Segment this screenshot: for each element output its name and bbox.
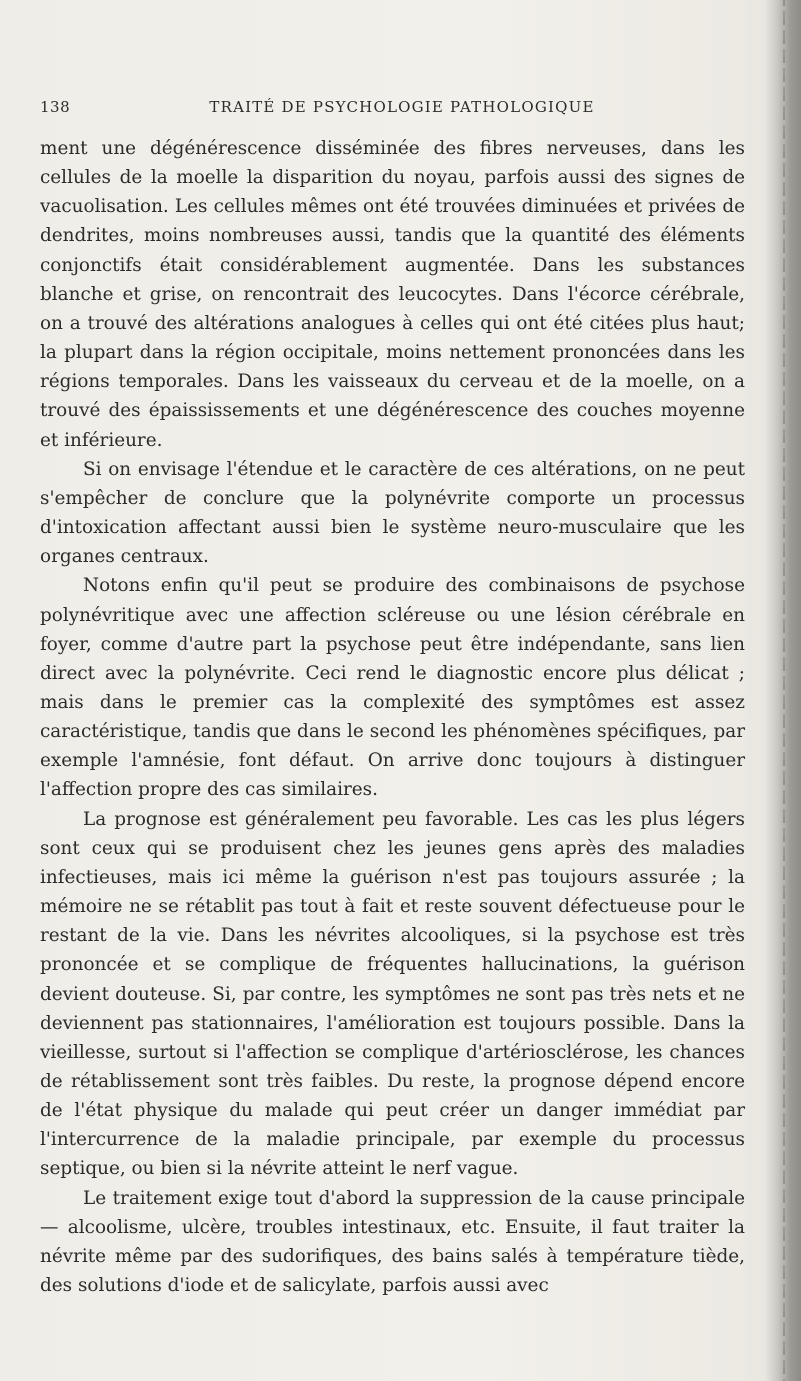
paragraph-3: Notons enfin qu'il peut se produire des combinaisons de psychose polynévritique avec une affection scléreuse ou une lésion cérébrale en foyer, comme d'autre part la psychose peut être indépendante, sans lien direct avec la polynévrite. Ceci rend le diagnostic encore plus délicat ; mais dans le premier cas la complexité des symptômes est assez caractéristique, tandis que dans le second les phénomènes spécifiques, par exemple l'amnésie, font défaut. On arrive donc toujours à distinguer l'affection propre des cas similaires. bbox=[40, 575, 745, 801]
page-edge-shadow bbox=[765, 0, 801, 1381]
paragraph-5: Le traitement exige tout d'abord la suppression de la cause principale — alcoolisme, ulcère, troubles intestinaux, etc. Ensuite, il faut traiter la névrite même par des sudorifiques, des bains salés à température tiède, des solutions d'iode et de salicylate, parfois aussi avec bbox=[40, 1187, 745, 1297]
running-head: TRAITÉ DE PSYCHOLOGIE PATHOLOGIQUE bbox=[209, 98, 595, 116]
paragraph-2: Si on envisage l'étendue et le caractère de ces altérations, on ne peut s'empêcher de conclure que la polynévrite comporte un processus d'intoxication affectant aussi bien le système neuro-musculaire que les organes centraux. bbox=[40, 458, 745, 568]
body-text bbox=[40, 134, 745, 1300]
paragraph-1: ment une dégénérescence disséminée des fibres nerveuses, dans les cellules de la moelle la disparition du noyau, parfois aussi des signes de vacuolisation. Les cellules mêmes ont été trouvées diminuées et privées de dendrites, moins nombreuses aussi, tandis que la quantité des éléments conjonctifs était considérablement augmentée. Dans les substances blanche et grise, on rencontrait des leucocytes. Dans l'écorce cérébrale, on a trouvé des altérations analogues à celles qui ont été citées plus haut; la plupart dans la région occipitale, moins nettement prononcées dans les régions temporales. Dans les vaisseaux du cerveau et de la moelle, on a trouvé des épaississements et une dégénérescence des couches moyenne et inférieure. bbox=[40, 138, 745, 451]
paragraph-4: La prognose est généralement peu favorable. Les cas les plus légers sont ceux qui se produisent chez les jeunes gens après des maladies infectieuses, mais ici même la guérison n'est pas toujours assurée ; la mémoire ne se rétablit pas tout à fait et reste souvent défectueuse pour le restant de la vie. Dans les névrites alcooliques, si la psychose est très prononcée et se complique de fréquentes hallucinations, la guérison devient douteuse. Si, par contre, les symptômes ne sont pas très nets et ne deviennent pas stationnaires, l'amélioration est toujours possible. Dans la vieillesse, surtout si l'affection se complique d'artériosclérose, les chances de rétablissement sont très faibles. Du reste, la prognose dépend encore de l'état physique du malade qui peut créer un danger immédiat par l'intercurrence de la maladie principale, par exemple du processus septique, ou bien si la névrite atteint le nerf vague. bbox=[40, 808, 745, 1180]
page-number: 138 bbox=[40, 98, 71, 116]
page-header bbox=[40, 98, 740, 122]
